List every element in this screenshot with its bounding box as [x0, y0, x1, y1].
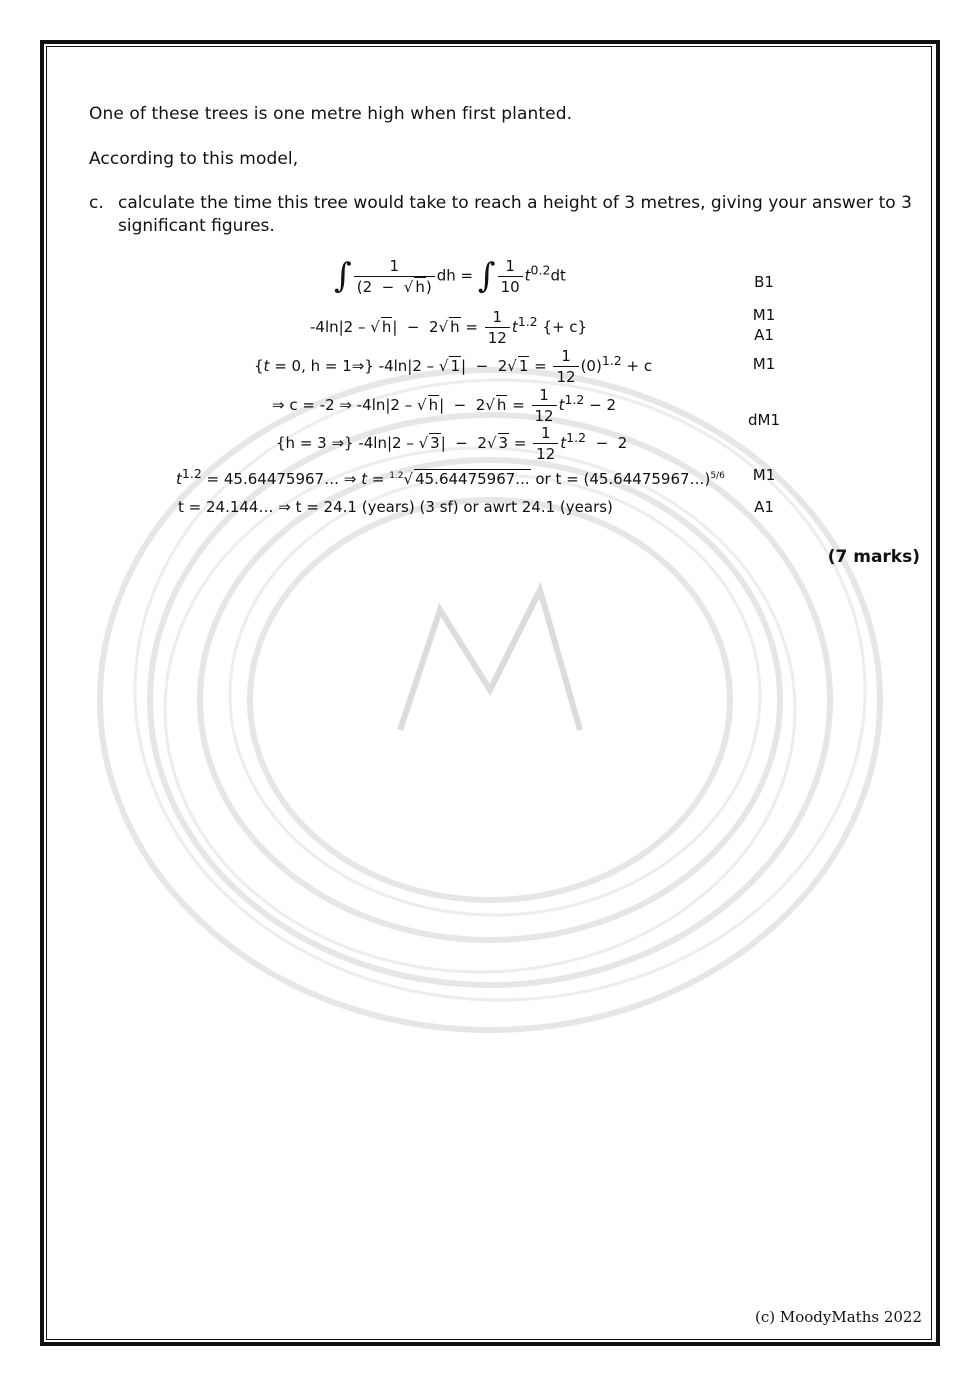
working-line-6: $t^{1.2}$ = 45.64475967… ⇒ t = $^{1.2}$√ 45.64475967... or t = (45.64475967…)$^{5/6}$ — [176, 466, 725, 488]
mark-a1-line2: A1 — [754, 326, 774, 344]
working-line-5: {h = 3 ⇒} -4ln|2 – √ 3| − 2√ 3 = $\frac{1}{12}$ $t^{1.2} - 2$ — [276, 424, 628, 463]
mark-dm1: dM1 — [747, 411, 780, 429]
working-line-2: -4ln|2 – √ h| − 2√ h = $\frac{1}{12}$ $t^{1.2}$ {+ c} — [310, 308, 588, 347]
mark-m1-line3: M1 — [752, 355, 776, 373]
question-label: c. — [89, 193, 104, 213]
mark-a1-final: A1 — [754, 498, 774, 516]
working-line-4: ⇒ c = -2 ⇒ -4ln|2 – √ h| − 2√ h = $\frac{1}{12}$ $t^{1.2} - 2$ — [272, 386, 617, 425]
working-line-7: t = 24.144… ⇒ t = 24.1 (years) (3 sf) or awrt 24.1 (years) — [178, 498, 613, 516]
working-line-1: ∫ $\frac{1}{(2 - √ h)}$ dh = ∫ $\frac{1}{10}$ $t^{0.2}dt$ — [334, 256, 566, 296]
total-marks: (7 marks) — [827, 547, 920, 567]
intro-text: One of these trees is one metre high when first planted. — [89, 104, 573, 124]
question-c — [89, 192, 919, 238]
working-line-3: {t = 0, h = 1⇒} -4ln|2 – √ 1| − 2√ 1 = $\frac{1}{12}$ $(0)^{1.2} + c$ — [254, 347, 653, 386]
question-text: calculate the time this tree would take to reach a height of 3 metres, giving your answer to 3 significant figures. — [118, 193, 912, 236]
mark-b1: B1 — [754, 273, 774, 291]
mark-m1-line6: M1 — [752, 466, 776, 484]
model-text: According to this model, — [89, 149, 299, 169]
mark-m1-line2: M1 — [752, 306, 776, 324]
copyright-notice: (c) MoodyMaths 2022 — [755, 1308, 922, 1326]
